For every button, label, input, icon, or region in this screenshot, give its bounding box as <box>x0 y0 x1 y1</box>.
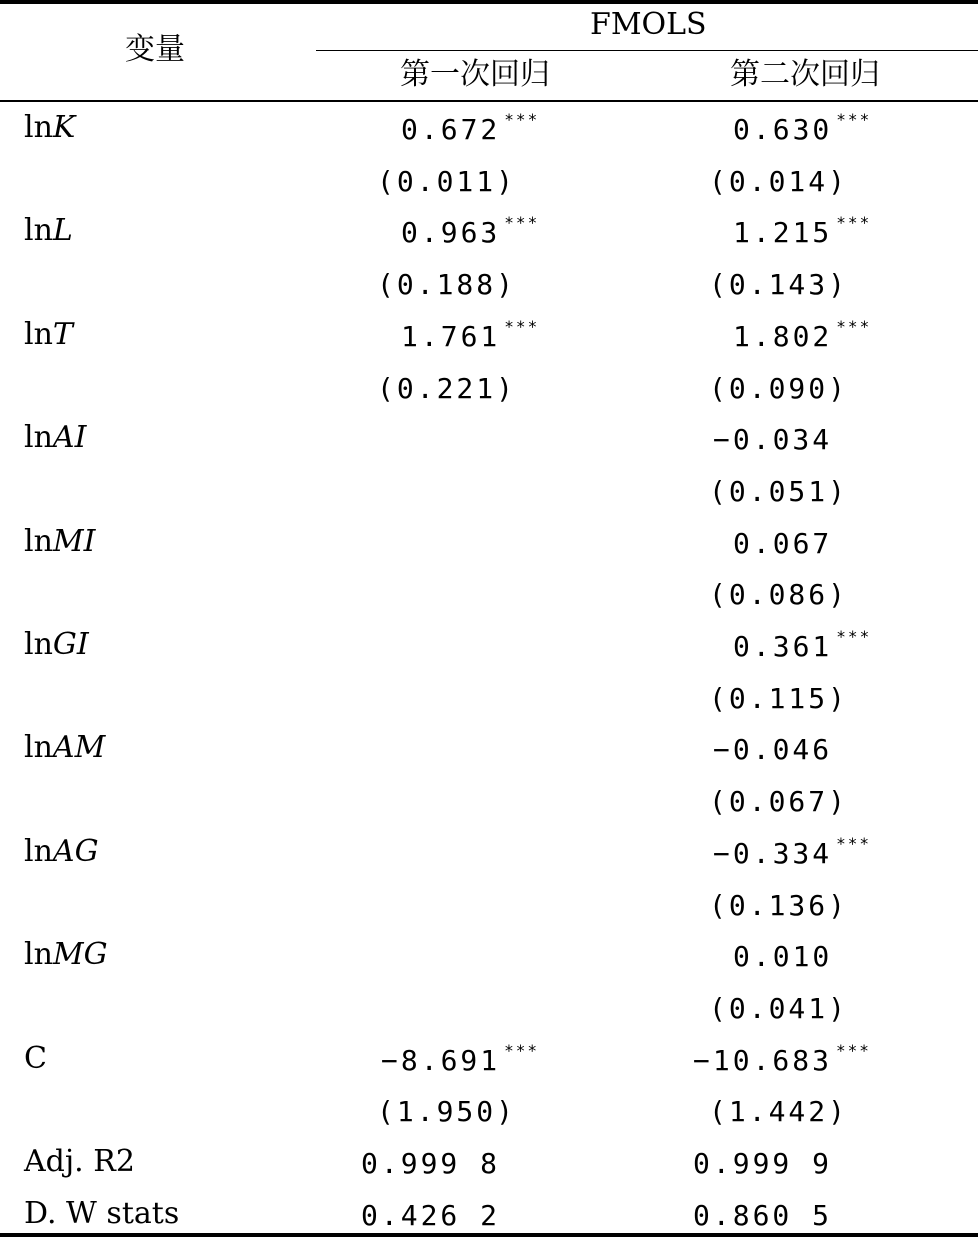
header-variable: 变量 <box>125 32 185 67</box>
variable-name: MI <box>52 524 96 559</box>
first-regression-number: −8.691 <box>381 1044 501 1077</box>
fmols-underline <box>316 50 978 51</box>
second-regression-value <box>713 423 833 456</box>
variable-label <box>24 1041 47 1076</box>
first-regression-value <box>401 110 540 146</box>
second-regression-number: 0.361 <box>733 630 833 663</box>
table-top-rule <box>0 0 978 4</box>
second-regression-number: 1.215 <box>733 216 833 249</box>
header-bottom-rule <box>0 100 978 102</box>
second-regression-number: 1.802 <box>733 320 833 353</box>
second-regression-number: (0.086) <box>709 578 849 611</box>
variable-label <box>24 110 76 145</box>
second-regression-significance: *** <box>836 834 872 853</box>
second-regression-value <box>733 110 872 146</box>
first-regression-value <box>401 317 540 353</box>
second-regression-significance: *** <box>836 213 872 232</box>
variable-name: T <box>52 317 73 352</box>
second-regression-number: 0.630 <box>733 113 833 146</box>
first-regression-number: 0.963 <box>401 216 501 249</box>
first-regression-number: (0.188) <box>377 268 517 301</box>
first-regression-value <box>377 372 517 405</box>
second-regression-number: −0.334 <box>713 837 833 870</box>
second-regression-number: (0.051) <box>709 475 849 508</box>
first-regression-value <box>381 1041 540 1077</box>
variable-prefix: ln <box>24 213 53 248</box>
first-regression-value <box>401 213 540 249</box>
variable-name: L <box>52 213 73 248</box>
variable-label <box>24 1196 180 1231</box>
first-regression-number: (0.221) <box>377 372 517 405</box>
variable-prefix: ln <box>24 730 53 765</box>
variable-name: D. W stats <box>24 1196 180 1231</box>
second-regression-value <box>733 317 872 353</box>
variable-name: MG <box>52 937 108 972</box>
variable-name: Adj. R <box>24 1144 116 1179</box>
second-regression-number: −0.046 <box>713 733 833 766</box>
variable-prefix: ln <box>24 317 53 352</box>
first-regression-number: 1.761 <box>401 320 501 353</box>
second-regression-number: (0.136) <box>709 889 849 922</box>
second-regression-value <box>693 1147 833 1180</box>
first-regression-significance: *** <box>504 110 540 129</box>
first-regression-significance: *** <box>504 213 540 232</box>
second-regression-significance: *** <box>836 1041 871 1060</box>
variable-label <box>24 834 99 869</box>
second-regression-value <box>733 940 833 973</box>
second-regression-number: (0.067) <box>709 785 849 818</box>
first-regression-value <box>377 165 517 198</box>
first-regression-number: 0.999 8 <box>361 1147 501 1180</box>
header-first-regression: 第一次回归 <box>400 57 550 92</box>
second-regression-value <box>709 165 849 198</box>
variable-name: GI <box>52 627 89 662</box>
variable-name: AM <box>52 730 106 765</box>
variable-prefix: ln <box>24 524 53 559</box>
first-regression-significance: *** <box>504 1041 540 1060</box>
second-regression-value <box>733 627 872 663</box>
second-regression-value <box>709 268 849 301</box>
second-regression-number: 0.067 <box>733 527 833 560</box>
second-regression-value <box>709 889 849 922</box>
second-regression-number: 0.860 5 <box>693 1199 833 1232</box>
variable-label <box>24 420 87 455</box>
variable-label <box>24 937 108 972</box>
table-bottom-rule <box>0 1233 978 1237</box>
second-regression-number: (0.041) <box>709 992 849 1025</box>
second-regression-number: (0.115) <box>709 682 849 715</box>
first-regression-number: (0.011) <box>377 165 517 198</box>
second-regression-significance: *** <box>836 110 872 129</box>
variable-prefix: ln <box>24 110 53 145</box>
second-regression-number: (0.014) <box>709 165 849 198</box>
variable-label <box>24 317 73 352</box>
second-regression-number: −10.683 <box>693 1044 833 1077</box>
second-regression-significance: *** <box>836 627 872 646</box>
header-second-regression: 第二次回归 <box>730 57 880 92</box>
second-regression-significance: *** <box>836 317 872 336</box>
second-regression-number: (0.143) <box>709 268 849 301</box>
variable-label <box>24 213 73 248</box>
variable-prefix: ln <box>24 834 53 869</box>
first-regression-number: (1.950) <box>377 1095 517 1128</box>
variable-name: AI <box>52 420 87 455</box>
second-regression-value <box>709 785 849 818</box>
variable-name: C <box>24 1041 47 1076</box>
second-regression-value <box>713 834 872 870</box>
second-regression-value <box>733 527 833 560</box>
variable-label <box>24 524 96 559</box>
second-regression-value <box>709 1095 849 1128</box>
second-regression-value <box>709 372 849 405</box>
first-regression-number: 0.672 <box>401 113 501 146</box>
variable-prefix: ln <box>24 937 53 972</box>
first-regression-value <box>361 1199 501 1232</box>
second-regression-value <box>709 475 849 508</box>
second-regression-value <box>709 992 849 1025</box>
variable-label <box>24 1144 135 1179</box>
first-regression-value <box>361 1147 501 1180</box>
variable-name: K <box>52 110 76 145</box>
second-regression-value <box>733 213 872 249</box>
second-regression-value <box>709 578 849 611</box>
first-regression-value <box>377 1095 517 1128</box>
variable-prefix: ln <box>24 420 53 455</box>
variable-prefix: ln <box>24 627 53 662</box>
second-regression-number: 0.010 <box>733 940 833 973</box>
first-regression-significance: *** <box>504 317 540 336</box>
second-regression-number: (1.442) <box>709 1095 849 1128</box>
second-regression-value <box>709 682 849 715</box>
second-regression-number: (0.090) <box>709 372 849 405</box>
second-regression-value <box>713 733 833 766</box>
variable-name: AG <box>52 834 99 869</box>
variable-label <box>24 627 89 662</box>
variable-label <box>24 730 106 765</box>
header-fmols: FMOLS <box>590 7 707 42</box>
variable-superscript: 2 <box>115 1144 135 1179</box>
second-regression-value <box>693 1041 871 1077</box>
second-regression-number: −0.034 <box>713 423 833 456</box>
second-regression-number: 0.999 9 <box>693 1147 833 1180</box>
first-regression-number: 0.426 2 <box>361 1199 501 1232</box>
first-regression-value <box>377 268 517 301</box>
second-regression-value <box>693 1199 833 1232</box>
